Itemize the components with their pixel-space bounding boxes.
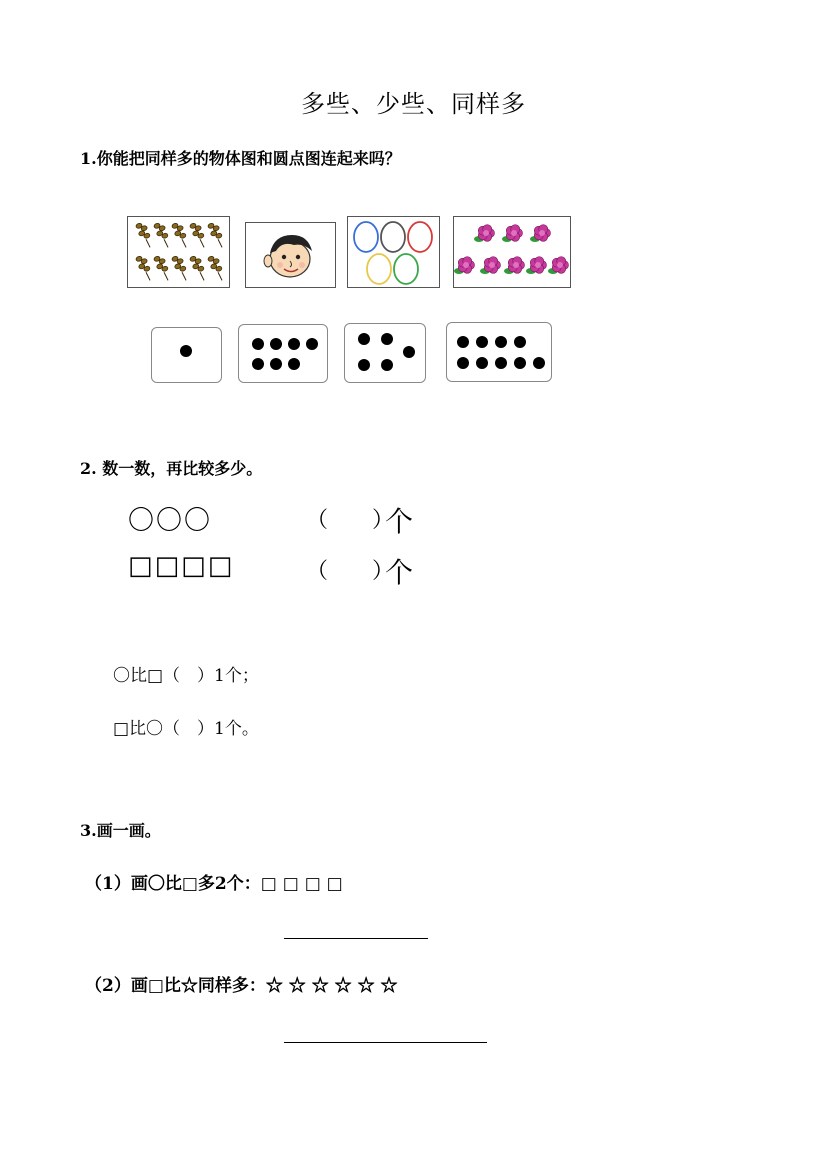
question-1-label: 1.你能把同样多的物体图和圆点图连起来吗？ <box>80 149 401 168</box>
dot <box>288 358 300 370</box>
answer-line-1[interactable] <box>284 938 428 939</box>
dot <box>381 359 393 371</box>
unit-label: 个 <box>385 556 414 589</box>
olympic-rings-icon <box>348 217 439 287</box>
dot-card-1[interactable] <box>151 327 222 383</box>
circles-row: 〇〇〇 <box>128 506 213 536</box>
dot <box>457 357 469 369</box>
flower <box>454 257 475 274</box>
compare-line-2[interactable]: □比〇（ ）1个。 <box>113 719 259 739</box>
dot <box>533 357 545 369</box>
dot <box>270 358 282 370</box>
item-1-prompt-text: （1）画〇比□多2个： <box>85 874 261 894</box>
dot <box>288 338 300 350</box>
wheat-ear <box>153 221 171 249</box>
dot <box>495 357 507 369</box>
wheat-picture[interactable] <box>127 216 230 288</box>
dot-card-7[interactable] <box>238 324 328 383</box>
dot <box>270 338 282 350</box>
flower <box>548 257 569 274</box>
dot <box>514 336 526 348</box>
flower <box>504 257 525 274</box>
dot <box>514 357 526 369</box>
question-2-label: 2. 数一数，再比较多少。 <box>80 459 263 478</box>
wheat-ear <box>135 221 153 249</box>
wheat-ear <box>153 254 171 282</box>
dot <box>381 333 393 345</box>
flower-icon <box>454 217 570 287</box>
dot <box>306 338 318 350</box>
wheat-ear <box>207 254 225 282</box>
dot <box>252 338 264 350</box>
wheat-ear <box>135 254 153 282</box>
wheat-ear <box>189 221 207 249</box>
dot-card-5[interactable] <box>344 323 426 383</box>
answer-blank-circles[interactable]: （ ） <box>306 508 395 533</box>
dot <box>476 336 488 348</box>
compare-line-1[interactable]: 〇比□（ ）1个； <box>113 666 259 686</box>
answer-blank-squares[interactable]: （ ） <box>306 559 395 584</box>
flowers-picture[interactable] <box>453 216 571 288</box>
question-3-label: 3.画一画。 <box>80 821 161 840</box>
dot <box>495 336 507 348</box>
flower <box>530 225 551 242</box>
wheat-icon <box>128 217 229 287</box>
dot <box>180 345 192 357</box>
wheat-ear <box>171 254 189 282</box>
page-title: 多些、少些、同样多 <box>301 90 526 118</box>
wheat-ear <box>171 221 189 249</box>
dot <box>252 358 264 370</box>
flower <box>526 257 547 274</box>
answer-line-2[interactable] <box>284 1042 487 1043</box>
dot-card-9[interactable] <box>446 322 552 382</box>
dot <box>457 336 469 348</box>
item-2-symbols: ☆ ☆ ☆ ☆ ☆ ☆ <box>265 976 398 996</box>
boy-face-icon <box>246 223 335 287</box>
wheat-ear <box>207 221 225 249</box>
boy-picture[interactable] <box>245 222 336 288</box>
item-1-symbols: □ □ □ □ <box>260 874 343 894</box>
dot <box>358 359 370 371</box>
squares-row: □□□□ <box>128 551 235 581</box>
wheat-ear <box>189 254 207 282</box>
flower <box>474 225 495 242</box>
dot <box>403 346 415 358</box>
rings-picture[interactable] <box>347 216 440 288</box>
dot <box>358 333 370 345</box>
item-2-prompt-text: （2）画□比☆同样多： <box>85 976 266 996</box>
item-2-prompt <box>85 971 397 996</box>
item-1-prompt <box>85 869 343 894</box>
unit-label: 个 <box>385 505 414 538</box>
dot <box>476 357 488 369</box>
flower <box>502 225 523 242</box>
flower <box>480 257 501 274</box>
